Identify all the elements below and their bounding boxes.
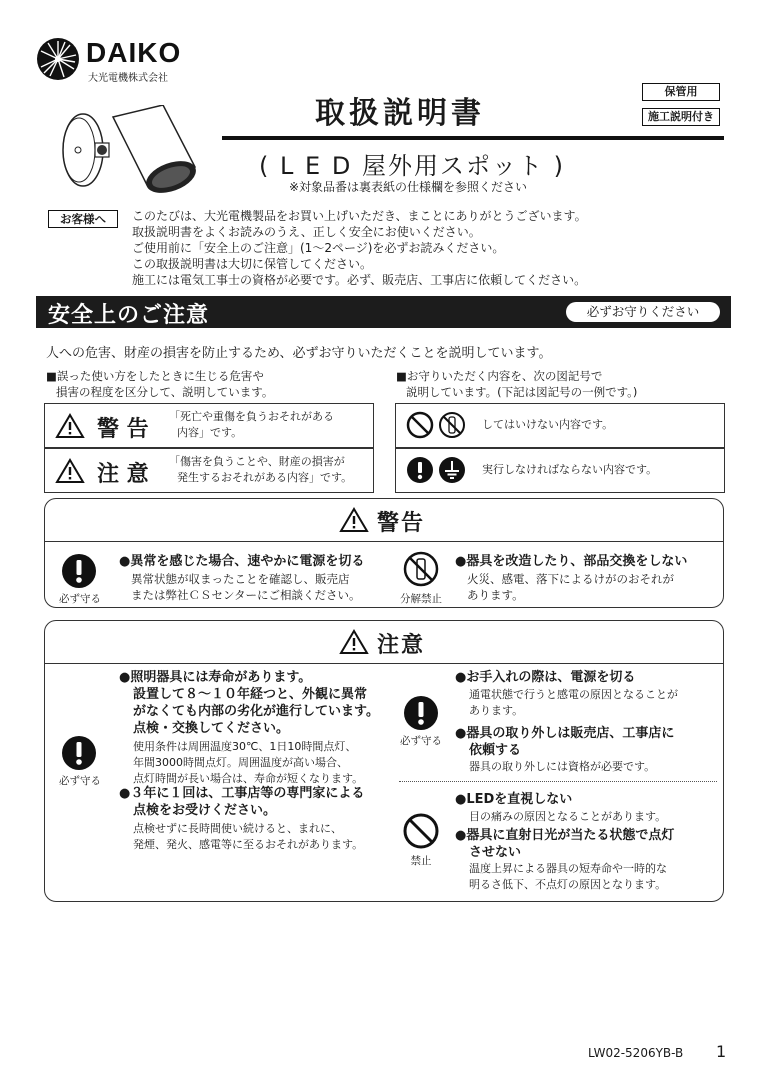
document-code: LW02-5206YB-B xyxy=(588,1046,684,1060)
subtitle-note: ※対象品番は裏表紙の仕様欄を参照ください xyxy=(288,180,528,194)
body-line: または弊社ＣＳセンターにご相談ください。 xyxy=(131,588,361,602)
symbol-mandatory-desc: 実行しなければならない内容です。 xyxy=(482,463,658,476)
prohibited-icon xyxy=(406,411,434,439)
caution-right-item1-title: ●お手入れの際は、電源を切る xyxy=(455,670,636,685)
title-line: ●器具の取り外しは販売店、工事店に xyxy=(455,726,675,741)
title-line: 設置して８～１０年経つと、外観に異常 xyxy=(133,687,368,702)
warning-mandatory-icon xyxy=(61,553,97,589)
symbol-prohibit-box xyxy=(395,403,725,448)
title-line: ●３年に１回は、工事店等の専門家による xyxy=(119,786,365,801)
safety-description: 人への危害、財産の損害を防止するため、必ずお守りいただくことを説明しています。 xyxy=(46,346,552,361)
level-caution-box xyxy=(44,448,374,493)
body-line: 使用条件は周囲温度30℃、1日10時間点灯、 xyxy=(133,740,357,753)
sunburst-logo-icon xyxy=(36,37,80,81)
tag-storage: 保管用 xyxy=(642,83,720,101)
desc-line: 内容」です。 xyxy=(177,426,243,439)
body-line: 火災、感電、落下によるけがのおそれが xyxy=(467,572,674,586)
caution-left-item2-title xyxy=(119,785,364,819)
intro-line: 取扱説明書をよくお読みのうえ、正しく安全にお使いください。 xyxy=(132,225,481,239)
customer-badge: お客様へ xyxy=(48,210,118,228)
caution-right-item4-title xyxy=(455,827,674,861)
safety-title: 安全上のご注意 xyxy=(48,303,210,328)
caution-right-mandatory-icon xyxy=(403,695,439,731)
title-line: ●照明器具には寿命があります。 xyxy=(119,670,312,685)
tag-installation: 施工説明付き xyxy=(642,108,720,126)
caution-right-item2-body: 器具の取り外しには資格が必要です。 xyxy=(469,760,656,773)
caution-left-item2-body xyxy=(133,821,363,853)
brand-name: DAIKO xyxy=(86,37,182,68)
body-line: 点検せずに長時間使い続けると、まれに、 xyxy=(133,822,342,835)
warning-left-body xyxy=(131,571,361,603)
caution-left-item1-body xyxy=(133,739,363,787)
caution-right-item2-title xyxy=(455,725,674,759)
dotted-divider xyxy=(399,781,717,782)
safety-pill: 必ずお守りください xyxy=(566,302,720,322)
right-head xyxy=(396,368,726,400)
page-subtitle: ( L E D 屋外用スポット ) xyxy=(259,152,565,180)
body-line: 明るさ低下、不点灯の原因となります。 xyxy=(469,878,667,891)
title-line: 依頼する xyxy=(469,743,522,758)
warning-panel xyxy=(44,498,724,608)
desc-line: 発生するおそれがある内容」です。 xyxy=(177,471,353,484)
title-rule xyxy=(222,136,724,140)
body-line: 年間3000時間点灯。周囲温度が高い場合、 xyxy=(133,756,348,769)
symbol-mandatory-box xyxy=(395,448,725,493)
no-disassembly-icon xyxy=(438,411,466,439)
caution-right-item3-body: 目の痛みの原因となることがあります。 xyxy=(469,810,667,823)
caution-right-item3-title: ●LEDを直視しない xyxy=(455,792,573,807)
right-head-line: 説明しています。(下記は図記号の一例です。) xyxy=(406,385,638,399)
symbol-prohibit-desc: してはいけない内容です。 xyxy=(482,418,614,431)
warning-right-icon-label: 分解禁止 xyxy=(400,593,442,605)
level-warning-desc xyxy=(169,409,334,441)
level-caution-desc xyxy=(169,454,352,486)
safety-header xyxy=(36,296,731,328)
body-line: 点灯時間が長い場合は、寿命が短くなります。 xyxy=(133,772,364,785)
warning-left-title: ●異常を感じた場合、速やかに電源を切る xyxy=(119,554,365,569)
brand-logo xyxy=(36,37,196,87)
body-line: 発煙、発火、感電等に至るおそれがあります。 xyxy=(133,838,364,851)
spotlight-illustration xyxy=(55,105,205,195)
warning-right-title: ●器具を改造したり、部品交換をしない xyxy=(455,554,688,569)
intro-line: この取扱説明書は大切に保管してください。 xyxy=(132,257,373,271)
title-line: させない xyxy=(469,845,522,860)
body-line: あります。 xyxy=(467,588,524,602)
caution-triangle-icon xyxy=(55,458,85,484)
level-warning-box xyxy=(44,403,374,448)
caution-left-item1-title xyxy=(119,669,379,737)
caution-right-top-icon-label: 必ず守る xyxy=(400,735,442,747)
warning-heading-icon xyxy=(339,507,369,533)
title-line: 点検・交換してください。 xyxy=(133,721,290,736)
caution-left-mandatory-icon xyxy=(61,735,97,771)
caution-panel xyxy=(44,620,724,902)
title-line: ●器具に直射日光が当たる状態で点灯 xyxy=(455,828,675,843)
desc-line: 「傷害を負うことや、財産の損害が xyxy=(169,455,345,468)
warning-right-body xyxy=(467,571,674,603)
title-line: がなくても内部の劣化が進行しています。 xyxy=(133,704,379,719)
caution-right-item4-body xyxy=(469,861,667,893)
caution-heading-text: 注意 xyxy=(377,633,426,658)
caution-heading xyxy=(45,621,723,664)
ground-icon xyxy=(438,456,466,484)
right-head-line: ■お守りいただく内容を、次の図記号で xyxy=(396,369,603,383)
body-line: 通電状態で行うと感電の原因となることが xyxy=(469,688,678,701)
left-head-line: ■誤った使い方をしたときに生じる危害や xyxy=(46,369,264,383)
mandatory-icon xyxy=(406,456,434,484)
page-title: 取扱説明書 xyxy=(315,96,485,131)
caution-heading-icon xyxy=(339,629,369,655)
warning-heading-text: 警告 xyxy=(377,511,426,536)
warning-triangle-icon xyxy=(55,413,85,439)
left-head xyxy=(46,368,376,400)
body-line: 異常状態が収まったことを確認し、販売店 xyxy=(131,572,350,586)
level-warning-label: 警 告 xyxy=(97,417,149,442)
caution-right-item1-body xyxy=(469,687,678,719)
left-head-line: 損害の程度を区分して、説明しています。 xyxy=(56,385,274,399)
caution-left-icon-label: 必ず守る xyxy=(59,775,101,787)
body-line: あります。 xyxy=(469,704,524,717)
intro-line: このたびは、大光電機製品をお買い上げいただき、まことにありがとうございます。 xyxy=(132,209,587,223)
level-caution-label: 注 意 xyxy=(97,462,149,487)
warning-left-icon-label: 必ず守る xyxy=(59,593,101,605)
body-line: 温度上昇による器具の短寿命や一時的な xyxy=(469,862,667,875)
intro-text xyxy=(132,208,732,288)
title-line: 点検をお受けください。 xyxy=(133,803,277,818)
intro-line: 施工には電気工事士の資格が必要です。必ず、販売店、工事店に依頼してください。 xyxy=(132,273,587,287)
brand-company: 大光電機株式会社 xyxy=(88,73,168,84)
caution-right-bottom-icon-label: 禁止 xyxy=(410,855,432,867)
page-number: 1 xyxy=(716,1042,727,1061)
warning-no-disassembly-icon xyxy=(403,551,439,587)
intro-line: ご使用前に「安全上のご注意」(1～2ページ)を必ずお読みください。 xyxy=(132,241,505,255)
desc-line: 「死亡や重傷を負うおそれがある xyxy=(169,410,334,423)
warning-heading xyxy=(45,499,723,542)
caution-right-prohibited-icon xyxy=(403,813,439,849)
